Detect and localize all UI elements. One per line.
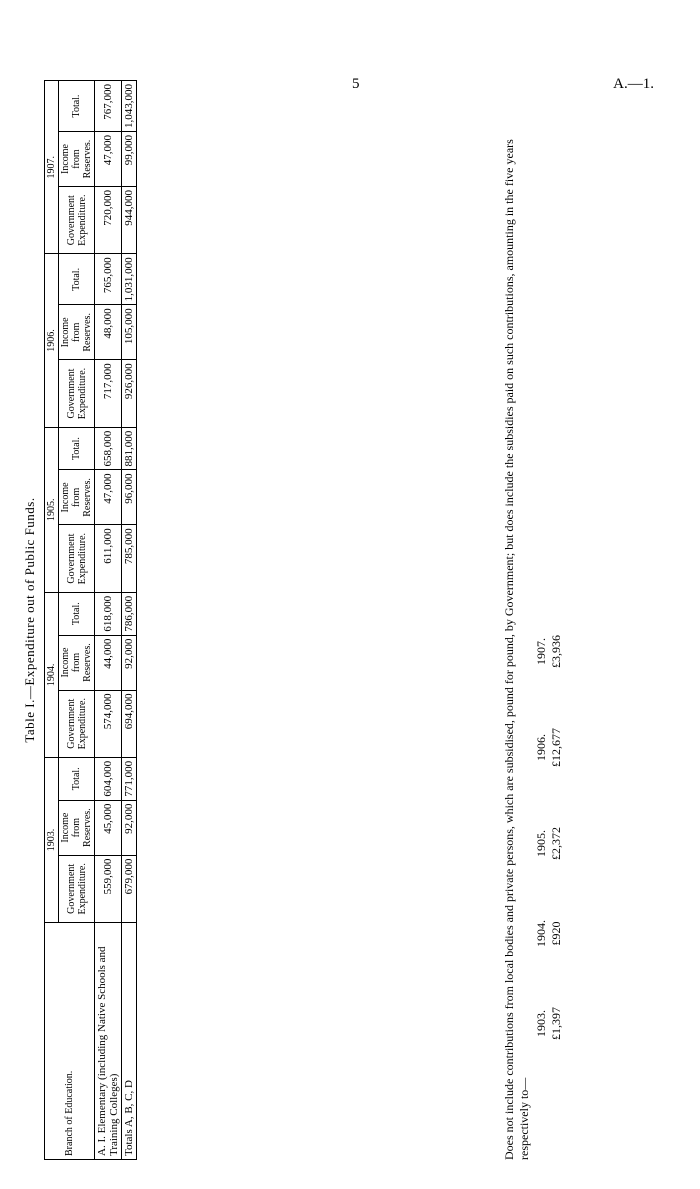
footnote-amount: £3,936 bbox=[549, 635, 563, 668]
cell: 574,000 bbox=[95, 690, 122, 757]
col-header: Government Expenditure. bbox=[59, 186, 95, 253]
col-header: Government Expenditure. bbox=[59, 525, 95, 592]
year-header: 1907. bbox=[45, 81, 59, 254]
cell: 679,000 bbox=[122, 855, 137, 922]
rotated-table-block bbox=[22, 80, 582, 1160]
cell: 881,000 bbox=[122, 427, 137, 470]
cell: 47,000 bbox=[95, 470, 122, 525]
col-header: Income from Reserves. bbox=[59, 635, 95, 690]
footnote-years bbox=[534, 80, 564, 1040]
page-number: 5 bbox=[352, 76, 360, 92]
footnote-year-block bbox=[534, 920, 564, 947]
footnote-year: 1907. bbox=[534, 638, 548, 665]
col-header: Total. bbox=[59, 254, 95, 305]
footnote-year-block bbox=[534, 1007, 564, 1040]
cell: 48,000 bbox=[95, 305, 122, 360]
col-header: Total. bbox=[59, 757, 95, 800]
col-header: Government Expenditure. bbox=[59, 360, 95, 427]
row-label: A. I. Elementary (including Native Schools and Training Colleges) bbox=[95, 923, 122, 1160]
footnote-year-block bbox=[534, 635, 564, 668]
cell: 105,000 bbox=[122, 305, 137, 360]
cell: 99,000 bbox=[122, 132, 137, 187]
table-title: Table I.—Expenditure out of Public Funds. bbox=[22, 497, 37, 743]
cell: 765,000 bbox=[95, 254, 122, 305]
cell: 604,000 bbox=[95, 757, 122, 800]
expenditure-table bbox=[44, 80, 137, 1160]
cell: 611,000 bbox=[95, 525, 122, 592]
branch-header: Branch of Education. bbox=[45, 923, 95, 1160]
cell: 771,000 bbox=[122, 757, 137, 800]
col-header: Income from Reserves. bbox=[59, 470, 95, 525]
cell: 785,000 bbox=[122, 525, 137, 592]
cell: 717,000 bbox=[95, 360, 122, 427]
cell: 1,043,000 bbox=[122, 81, 137, 132]
col-header: Total. bbox=[59, 81, 95, 132]
cell: 618,000 bbox=[95, 592, 122, 635]
footnote-year: 1904. bbox=[534, 920, 548, 947]
document-reference: A.—1. bbox=[613, 76, 654, 92]
cell: 786,000 bbox=[122, 592, 137, 635]
col-header: Total. bbox=[59, 592, 95, 635]
cell: 694,000 bbox=[122, 690, 137, 757]
cell: 767,000 bbox=[95, 81, 122, 132]
footnote-year-block bbox=[534, 728, 564, 767]
cell: 559,000 bbox=[95, 855, 122, 922]
cell: 92,000 bbox=[122, 635, 137, 690]
footnote-amount: £12,677 bbox=[549, 728, 563, 767]
cell: 44,000 bbox=[95, 635, 122, 690]
col-header: Government Expenditure. bbox=[59, 855, 95, 922]
footnote-year: 1903. bbox=[534, 1010, 548, 1037]
footnote-amount: £920 bbox=[549, 921, 563, 946]
footnote-amount: £2,372 bbox=[549, 827, 563, 860]
cell: 45,000 bbox=[95, 800, 122, 855]
cell: 47,000 bbox=[95, 132, 122, 187]
cell: 720,000 bbox=[95, 186, 122, 253]
footnote-year: 1905. bbox=[534, 830, 548, 857]
footnote-year: 1906. bbox=[534, 734, 548, 761]
cell: 926,000 bbox=[122, 360, 137, 427]
year-header: 1906. bbox=[45, 254, 59, 427]
cell: 944,000 bbox=[122, 186, 137, 253]
footnote-amount: £1,397 bbox=[549, 1007, 563, 1040]
year-header: 1905. bbox=[45, 427, 59, 592]
col-header: Total. bbox=[59, 427, 95, 470]
table-row bbox=[95, 81, 122, 1160]
cell: 1,031,000 bbox=[122, 254, 137, 305]
cell: 92,000 bbox=[122, 800, 137, 855]
footnote-year-block bbox=[534, 827, 564, 860]
col-header: Income from Reserves. bbox=[59, 305, 95, 360]
footnote bbox=[502, 80, 564, 1160]
year-header: 1904. bbox=[45, 592, 59, 757]
cell: 658,000 bbox=[95, 427, 122, 470]
col-header: Government Expenditure. bbox=[59, 690, 95, 757]
footnote-text: Does not include contributions from local bodies and private persons, which are subsidised, pound for pound, by Government; but does include the subsidies paid on such contributions, amounting in the five years respectively to— bbox=[502, 139, 531, 1160]
col-header: Income from Reserves. bbox=[59, 132, 95, 187]
year-header: 1903. bbox=[45, 757, 59, 922]
grand-total-row bbox=[122, 81, 137, 1160]
cell: 96,000 bbox=[122, 470, 137, 525]
row-label: Totals A, B, C, D bbox=[122, 923, 137, 1160]
col-header: Income from Reserves. bbox=[59, 800, 95, 855]
